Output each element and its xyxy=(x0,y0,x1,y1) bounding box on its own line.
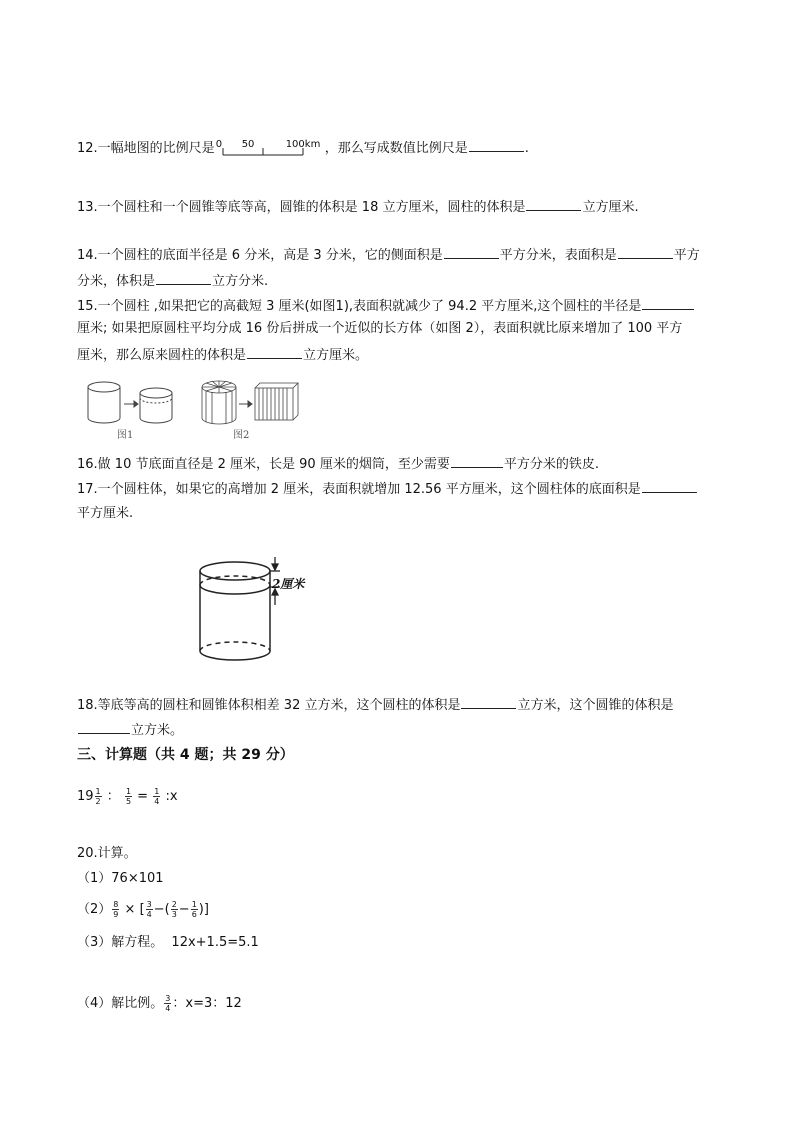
q17-text-2: 平方厘米. xyxy=(77,506,134,521)
q18-cylinder-volume-blank[interactable] xyxy=(461,695,516,709)
q14-volume-blank[interactable] xyxy=(156,271,211,285)
q20-part-3 xyxy=(77,934,259,952)
scale-tick-0: 0 xyxy=(215,139,223,150)
q19-tail: :x xyxy=(165,789,178,804)
q20-p3-equation: 12x+1.5=5.1 xyxy=(171,935,259,950)
q20-part-2 xyxy=(77,898,209,922)
q20-p2-close: )] xyxy=(198,902,209,917)
q15-text-3b: 立方厘米。 xyxy=(303,348,369,363)
q13-suffix: 立方厘米. xyxy=(582,200,639,215)
q14-surface-area-blank[interactable] xyxy=(618,245,673,259)
fig1-cylinder-tall xyxy=(88,382,120,423)
q18-text-a: 18.等底等高的圆柱和圆锥体积相差 32 立方米，这个圆柱的体积是 xyxy=(77,698,461,713)
scale-tick-100: 100km xyxy=(285,139,321,150)
fig1-caption: 图1 xyxy=(117,430,134,441)
question-18-line-1 xyxy=(77,695,674,715)
q14-text-d: 分米，体积是 xyxy=(77,274,156,289)
q20-p2-open: [ xyxy=(139,902,145,917)
q14-text-a: 14.一个圆柱的底面半径是 6 分米，高是 3 分米，它的侧面积是 xyxy=(77,248,443,263)
q20-p2-minus-2: − xyxy=(178,902,190,917)
question-14-line-1 xyxy=(77,245,700,265)
q17-text-1: 17.一个圆柱体，如果它的高增加 2 厘米，表面积就增加 12.56 平方厘米，这个圆柱体的底面积是 xyxy=(77,482,641,497)
question-16 xyxy=(77,454,599,474)
question-18-line-2 xyxy=(77,720,183,740)
question-13 xyxy=(77,197,639,217)
q12-middle: ，那么写成数值比例尺是 xyxy=(324,141,468,156)
q16-prefix: 16.做 10 节底面直径是 2 厘米，长是 90 厘米的烟筒，至少需要 xyxy=(77,457,450,472)
q19-frac-1: $\frac{1}{2}$ xyxy=(95,787,101,806)
question-15-line-3 xyxy=(77,345,368,365)
q16-answer-blank[interactable] xyxy=(451,454,503,468)
q15-text-3a: 厘米，那么原来圆柱的体积是 xyxy=(77,348,247,363)
q20-part-4 xyxy=(77,992,242,1016)
q12-answer-blank[interactable] xyxy=(469,138,524,152)
q20-p2-times: × xyxy=(124,902,136,917)
q20-p4-label: （4）解比例。 xyxy=(77,996,164,1011)
q20-p2-frac-b: $\frac{3}{4}$ xyxy=(146,900,152,919)
question-14-line-2 xyxy=(77,271,268,291)
fig1-arrow xyxy=(124,401,138,407)
q20-p2-minus-1: −( xyxy=(153,902,170,917)
q19-frac-3: $\frac{1}{4}$ xyxy=(154,787,160,806)
q19-number: 19 xyxy=(77,789,94,804)
q17-height-label: 2厘米 xyxy=(272,577,305,591)
question-12 xyxy=(77,138,529,158)
fig2-rearranged-prism xyxy=(255,383,298,420)
q16-suffix: 平方分米的铁皮. xyxy=(503,457,599,472)
q18-text-b: 立方米，这个圆锥的体积是 xyxy=(517,698,674,713)
q18-text-c: 立方米。 xyxy=(131,723,184,738)
fig2-arrow xyxy=(239,401,252,407)
q13-prefix: 13.一个圆柱和一个圆锥等底等高，圆锥的体积是 18 立方厘米，圆柱的体积是 xyxy=(77,200,526,215)
q12-end: . xyxy=(524,141,529,156)
q20-p2-label: （2） xyxy=(77,902,112,917)
q20-p4-proportion: ：x=3：12 xyxy=(172,996,242,1011)
q15-text-2: 厘米; 如果把原圆柱平均分成 16 份后拼成一个近似的长方体（如图 2），表面积就比原来增加了 100 平方 xyxy=(77,321,683,336)
section-3-heading: 三、计算题（共 4 题；共 29 分） xyxy=(77,747,294,763)
fig2-caption: 图2 xyxy=(233,430,250,441)
question-19 xyxy=(77,785,178,809)
q20-p4-frac: $\frac{3}{4}$ xyxy=(165,994,171,1013)
q15-radius-blank[interactable] xyxy=(642,296,694,310)
q17-answer-blank[interactable] xyxy=(642,479,697,493)
scale-tick-50: 50 xyxy=(241,139,255,150)
q13-answer-blank[interactable] xyxy=(526,197,581,211)
fig2-sectored-cylinder xyxy=(202,381,236,424)
q19-equals: = xyxy=(137,789,149,804)
question-20-title: 20.计算。 xyxy=(77,846,137,861)
scale-bar-lines xyxy=(215,140,325,158)
q14-text-e: 立方分米. xyxy=(212,274,269,289)
q17-cylinder-figure xyxy=(190,553,320,683)
fig1-cylinder-short xyxy=(140,388,172,423)
q20-part-1: （1）76×101 xyxy=(77,871,164,886)
q14-text-c: 平方 xyxy=(673,248,700,263)
q20-p2-frac-d: $\frac{1}{6}$ xyxy=(191,900,197,919)
q15-volume-blank[interactable] xyxy=(247,345,302,359)
q19-colon: ： xyxy=(106,789,120,804)
q14-text-b: 平方分米，表面积是 xyxy=(499,248,617,263)
q14-lateral-area-blank[interactable] xyxy=(444,245,499,259)
question-17-line-1 xyxy=(77,479,698,499)
q15-text-1: 15.一个圆柱 ,如果把它的高截短 3 厘米(如图1),表面积就减少了 94.2 平方厘米,这个圆柱的半径是 xyxy=(77,299,642,314)
scale-bar xyxy=(215,140,325,158)
q18-cone-volume-blank[interactable] xyxy=(78,720,130,734)
q19-frac-2: $\frac{1}{5}$ xyxy=(125,787,132,806)
q12-prefix: 12.一幅地图的比例尺是 xyxy=(77,141,215,156)
question-15-line-2 xyxy=(77,320,682,338)
question-15-line-1 xyxy=(77,296,695,316)
q20-p2-frac-c: $\frac{2}{3}$ xyxy=(171,900,177,919)
q20-p2-frac-a: $\frac{8}{9}$ xyxy=(113,900,119,919)
question-17-line-2 xyxy=(77,505,133,523)
q20-p3-label: （3）解方程。 xyxy=(77,935,164,950)
